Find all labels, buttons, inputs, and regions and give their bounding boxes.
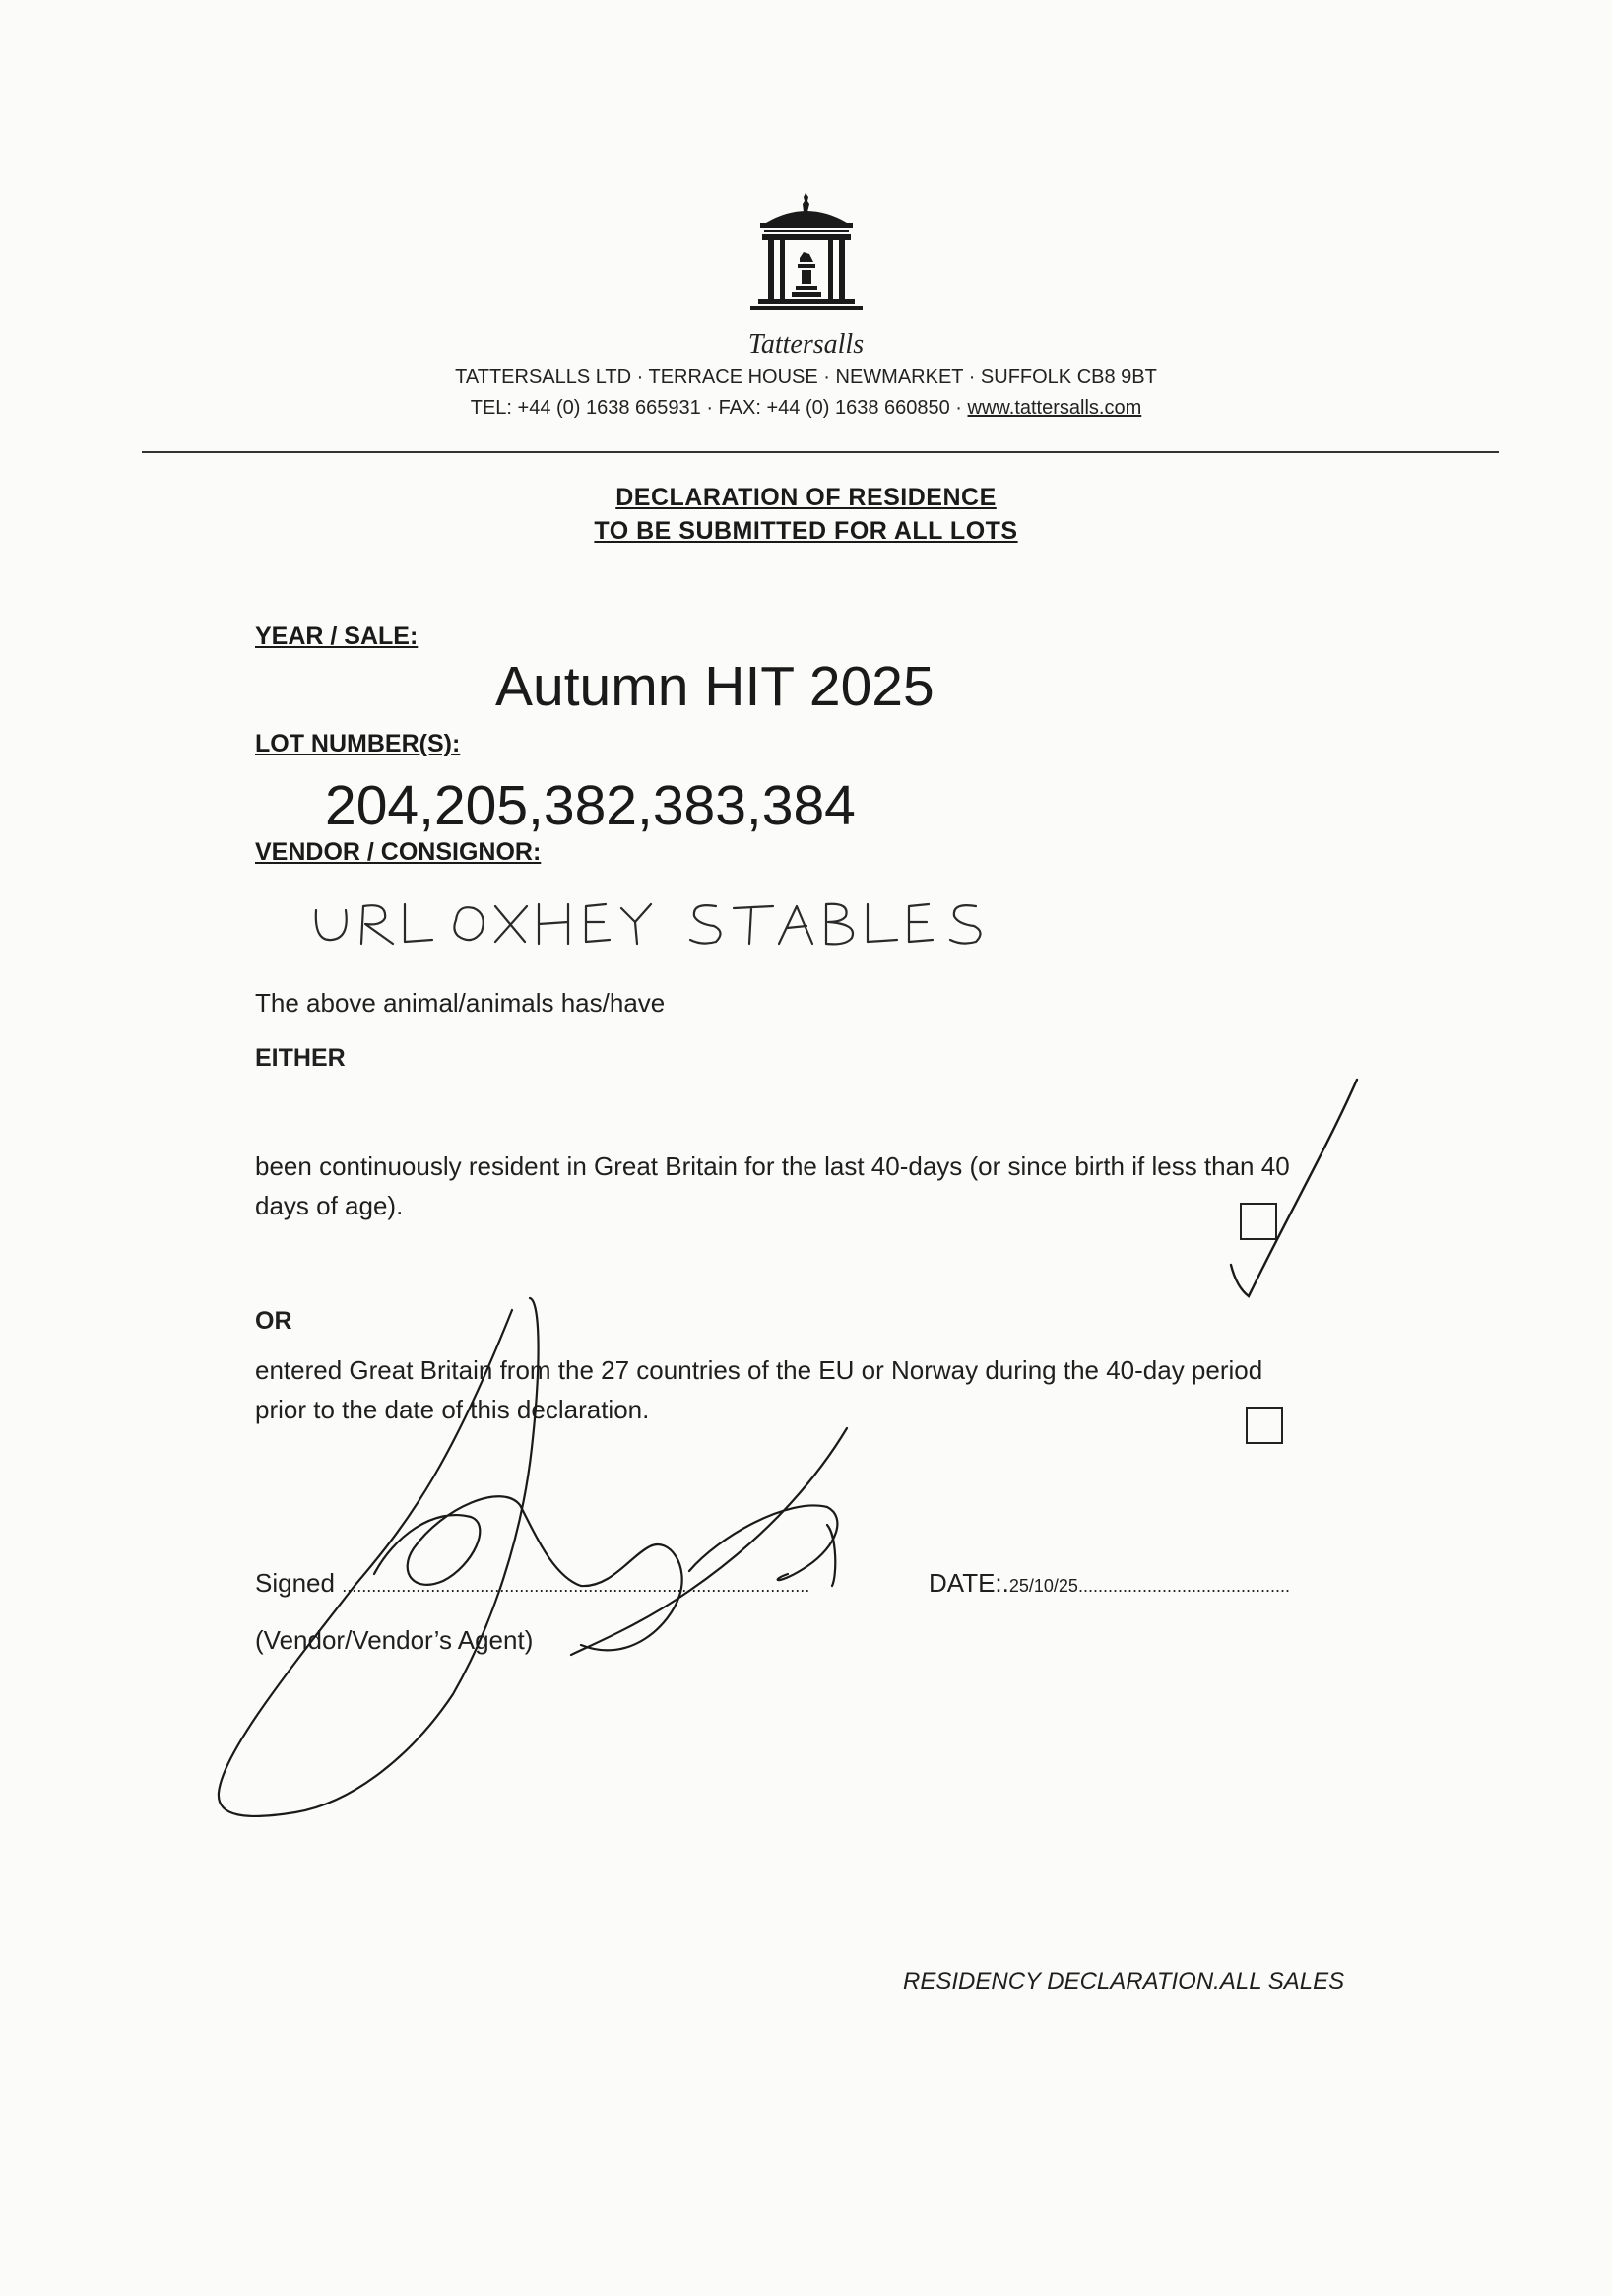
brand-name: Tattersalls xyxy=(747,329,865,360)
contact-line xyxy=(0,397,1612,420)
year-sale-value: Autumn HIT 2025 xyxy=(495,655,935,718)
tattersalls-rotunda-logo-icon xyxy=(746,189,867,327)
contact-numbers: TEL: +44 (0) 1638 665931 · FAX: +44 (0) 1638 660850 · xyxy=(470,397,968,419)
either-label: EITHER xyxy=(255,1044,346,1072)
date-value: 25/10/25 xyxy=(1008,1576,1078,1596)
lot-numbers-value: 204,205,382,383,384 xyxy=(325,774,856,837)
year-sale-label: YEAR / SALE: xyxy=(255,623,419,650)
form-title-line2: TO BE SUBMITTED FOR ALL LOTS xyxy=(594,517,1018,545)
address-line: TATTERSALLS LTD · TERRACE HOUSE · NEWMARKET · SUFFOLK CB8 9BT xyxy=(455,366,1157,388)
option1-line1: been continuously resident in Great Britain for the last 40-days (or since birth if less than 40 xyxy=(255,1151,1290,1181)
intro-text: The above animal/animals has/have xyxy=(255,988,666,1017)
signed-label: Signed xyxy=(255,1568,335,1598)
option2-line2: prior to the date of this declaration. xyxy=(255,1395,650,1424)
date-label: DATE:. xyxy=(929,1568,1009,1598)
signature-dots: ............................................................................................... xyxy=(342,1576,810,1596)
option1-checkbox[interactable] xyxy=(1240,1203,1277,1240)
signer-role: (Vendor/Vendor’s Agent) xyxy=(255,1625,534,1655)
checkmark-icon xyxy=(1231,1080,1357,1296)
lot-numbers-label: LOT NUMBER(S): xyxy=(255,730,461,757)
date-line xyxy=(929,1563,1290,1606)
signature-line xyxy=(255,1563,809,1606)
option1-line2: days of age). xyxy=(255,1191,404,1220)
vendor-value xyxy=(310,892,1029,953)
date-dots: ........................................... xyxy=(1077,1576,1290,1596)
or-label: OR xyxy=(255,1307,292,1335)
option2-checkbox[interactable] xyxy=(1246,1407,1283,1444)
form-title-line1: DECLARATION OF RESIDENCE xyxy=(615,484,997,511)
header-divider xyxy=(142,451,1499,453)
website-link[interactable]: www.tattersalls.com xyxy=(967,397,1142,419)
option2-line1: entered Great Britain from the 27 countries of the EU or Norway during the 40-day period xyxy=(255,1355,1263,1385)
form-reference: RESIDENCY DECLARATION.ALL SALES xyxy=(903,1968,1345,1995)
vendor-label: VENDOR / CONSIGNOR: xyxy=(255,838,542,866)
